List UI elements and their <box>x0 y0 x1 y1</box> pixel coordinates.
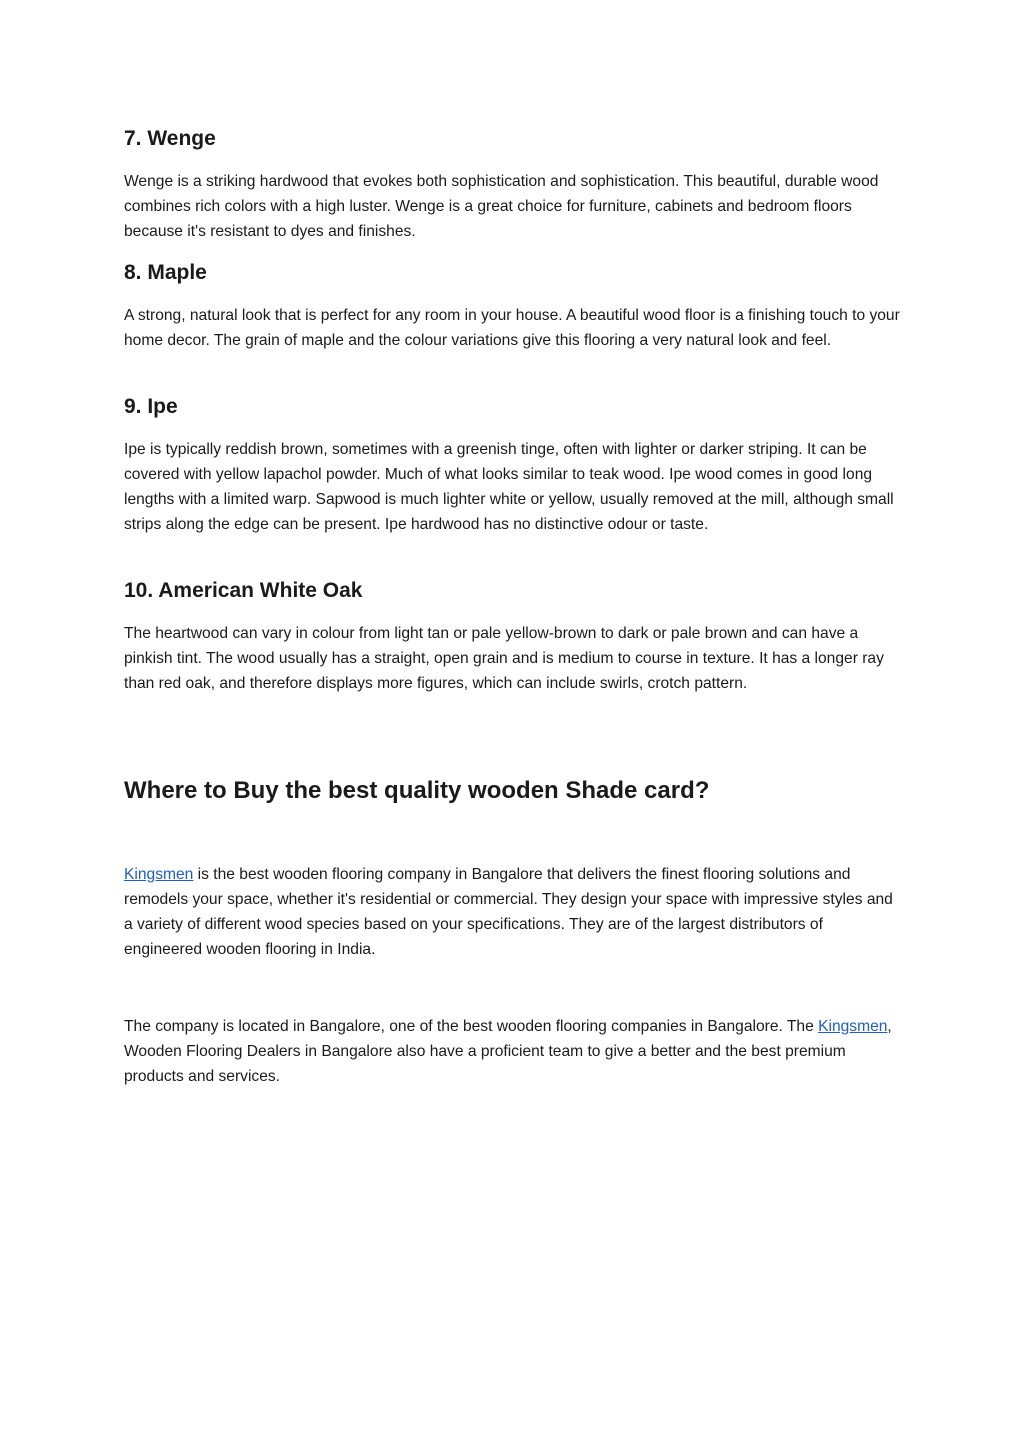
kingsmen-intro-text: is the best wooden flooring company in Bangalore that delivers the finest flooring solutions and remodels your space, whether it's residential or commercial. They design your space with impressive styles and a variety of different wood species based on your specifications. They are of the largest distributors of engineered wooden flooring in India. <box>124 866 893 958</box>
section-heading-ipe: 9. Ipe <box>124 395 178 418</box>
section-body-wenge: Wenge is a striking hardwood that evokes both sophistication and sophistication. This beautiful, durable wood combines rich colors with a high luster. Wenge is a great choice for furniture, cabinets and bedroom floors because it's resistant to dyes and finishes. <box>124 173 879 240</box>
section-heading-maple: 8. Maple <box>124 261 207 284</box>
section-body-american-white-oak: The heartwood can vary in colour from light tan or pale yellow-brown to dark or pale brown and can have a pinkish tint. The wood usually has a straight, open grain and is medium to course in texture. It has a longer ray than red oak, and therefore displays more figures, which can include swirls, crotch pattern. <box>124 625 884 692</box>
section-heading-wenge: 7. Wenge <box>124 127 216 150</box>
section-heading-american-white-oak: 10. American White Oak <box>124 579 363 602</box>
kingsmen-link[interactable]: Kingsmen <box>124 866 194 883</box>
section-body-maple: A strong, natural look that is perfect for any room in your house. A beautiful wood floor is a finishing touch to your home decor. The grain of maple and the colour variations give this flooring a very natural look and feel. <box>124 307 900 349</box>
section-body-ipe: Ipe is typically reddish brown, sometimes with a greenish tinge, often with lighter or darker striping. It can be covered with yellow lapachol powder. Much of what looks similar to teak wood. Ipe wood comes in good long lengths with a limited warp. Sapwood is much lighter white or yellow, usually removed at the mill, although small strips along the edge can be present. Ipe hardwood has no distinctive odour or taste. <box>124 441 894 533</box>
kingsmen-link-2[interactable]: Kingsmen <box>818 1018 888 1035</box>
company-team-text: , Wooden Flooring Dealers in Bangalore also have a proficient team to give a better and the best premium products and services. <box>124 1018 892 1085</box>
kingsmen-intro-paragraph <box>124 862 904 962</box>
company-location-paragraph <box>124 1014 904 1089</box>
company-location-text: The company is located in Bangalore, one of the best wooden flooring companies in Bangalore. The <box>124 1018 819 1035</box>
where-to-buy-heading: Where to Buy the best quality wooden Shade card? <box>124 777 710 804</box>
